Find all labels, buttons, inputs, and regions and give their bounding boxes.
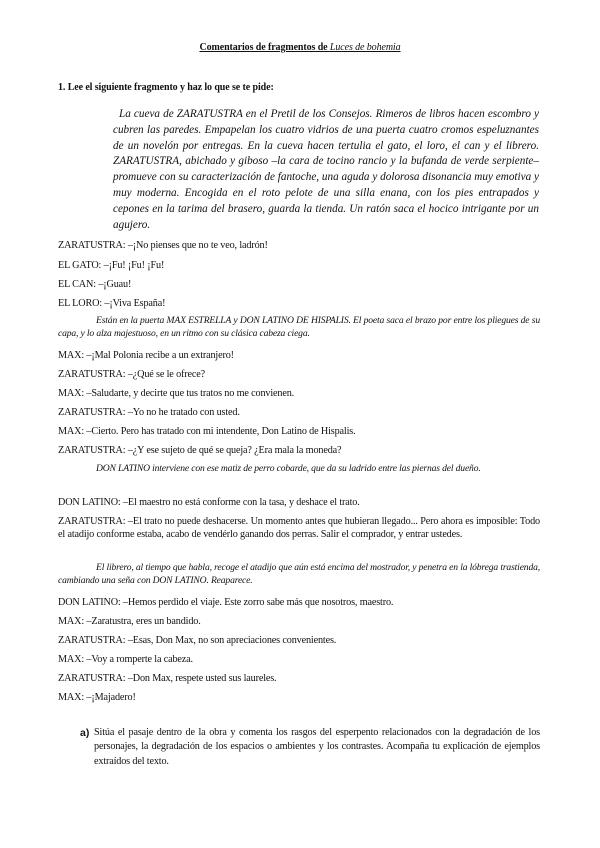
speaker: ZARATUSTRA:: [58, 240, 126, 251]
line-text: –¡No pienses que no te veo, ladrón!: [127, 240, 268, 251]
speaker: ZARATUSTRA:: [58, 407, 126, 418]
line-text: –Voy a romperte la cabeza.: [86, 654, 193, 665]
dialogue-line: [58, 425, 540, 438]
line-text: –Saludarte, y decirte que tus tratos no me convienen.: [86, 388, 295, 399]
dialogue-line: [58, 515, 540, 541]
stage-direction-quote: La cueva de ZARATUSTRA en el Pretil de los Consejos. Rimeros de libros hacen escombro y cubren las paredes. Empapelan los cuatro vidrios de una puerta cuatro cromos espeluznantes de un novelón por entregas. En la cueva hacen tertulia el gato, el loro, el can y el librero. ZARATUSTRA, abichado y giboso –la cara de tocino rancio y la bufanda de verde serpiente– promueve con su caracterización de fantoche, una aguda y dolorosa disonancia muy emotiva y muy moderna. Encogida en el roto pelote de una silla enana, con los pies entrapados y cepones en la tarima del brasero, guarda la tienda. Un ratón saca el hocico intrigante por un agujero.: [113, 108, 539, 231]
line-text: –¡Majadero!: [86, 692, 136, 703]
speaker: ZARATUSTRA:: [58, 635, 126, 646]
dialogue-line: [58, 634, 540, 647]
speaker: MAX:: [58, 692, 85, 703]
dialogue-line: [58, 387, 540, 400]
line-text: –Zaratustra, eres un bandido.: [86, 616, 201, 627]
speaker: EL CAN:: [58, 279, 96, 290]
speaker: MAX:: [58, 426, 85, 437]
document-title: [0, 42, 600, 53]
dialogue-line: [58, 691, 540, 704]
speaker: ZARATUSTRA:: [58, 673, 126, 684]
line-text: –¿Y ese sujeto de qué se queja? ¿Era mala la moneda?: [127, 445, 342, 456]
line-text: –¿Qué se le ofrece?: [127, 369, 205, 380]
title-work: Luces de bohemia: [329, 42, 401, 53]
speaker: ZARATUSTRA:: [58, 516, 126, 527]
dialogue-line: [58, 496, 540, 509]
line-text: –El trato no puede deshacerse. Un momento antes que hubieran llegado... Pero ahora es imposible: Todo el atadijo conforme estaba, acabo de vendérlo ganando dos perras. Salir el comprador, y entrar ustedes.: [58, 516, 540, 540]
line-text: –Esas, Don Max, no son apreciaciones convenientes.: [127, 635, 337, 646]
dialogue-line: [58, 615, 540, 628]
speaker: EL LORO:: [58, 298, 102, 309]
dialogue-line: [58, 653, 540, 666]
dialogue-line: [58, 672, 540, 685]
stage-direction: El librero, al tiempo que habla, recoge el atadijo que aún está encima del mostrador, y penetra en la lóbrega trastienda, cambiando una seña con DON LATINO. Reaparece.: [58, 562, 540, 586]
question-a-text: Sitúa el pasaje dentro de la obra y comenta los rasgos del esperpento relacionados con la degradación de los personajes, la degradación de los espacios o ambientes y los contrastes. Acompaña tu explicación de ejemplos extraídos del texto.: [94, 727, 540, 767]
line-text: –¡Guau!: [98, 279, 132, 290]
question-a: [80, 726, 540, 769]
line-text: –Don Max, respete usted sus laureles.: [127, 673, 277, 684]
speaker: MAX:: [58, 654, 85, 665]
speaker: ZARATUSTRA:: [58, 369, 126, 380]
dialogue-line: [58, 297, 540, 310]
speaker: MAX:: [58, 616, 85, 627]
line-text: –¡Mal Polonia recibe a un extranjero!: [86, 350, 234, 361]
line-text: –¡Viva España!: [104, 298, 166, 309]
dialogue-line: [58, 239, 540, 252]
stage-direction: DON LATINO interviene con ese matiz de perro cobarde, que da su ladrido entre las piernas del dueño.: [96, 463, 481, 474]
speaker: MAX:: [58, 388, 85, 399]
speaker: EL GATO:: [58, 260, 102, 271]
line-text: –El maestro no está conforme con la tasa, y deshace el trato.: [122, 497, 360, 508]
line-text: –Yo no he tratado con usted.: [127, 407, 240, 418]
dialogue-line: [58, 349, 540, 362]
dialogue-line: [58, 444, 540, 457]
dialogue-line: [58, 406, 540, 419]
dialogue-line: [58, 596, 540, 609]
question-a-label: a): [80, 727, 90, 739]
dialogue-line: [58, 368, 540, 381]
speaker: DON LATINO:: [58, 597, 121, 608]
line-text: –Hemos perdido el viaje. Este zorro sabe más que nosotros, maestro.: [122, 597, 394, 608]
stage-direction: Están en la puerta MAX ESTRELLA y DON LATINO DE HISPALIS. El poeta saca el brazo por entre los pliegues de su capa, y lo alza majestuoso, en un ritmo con su clásica cabeza ciega.: [58, 315, 540, 339]
speaker: DON LATINO:: [58, 497, 121, 508]
dialogue-line: [58, 259, 540, 272]
line-text: –¡Fu! ¡Fu! ¡Fu!: [103, 260, 165, 271]
speaker: ZARATUSTRA:: [58, 445, 126, 456]
question-1: 1. Lee el siguiente fragmento y haz lo que se te pide:: [58, 82, 274, 93]
title-prefix: Comentarios de fragmentos de: [199, 42, 328, 53]
speaker: MAX:: [58, 350, 85, 361]
dialogue-line: [58, 278, 540, 291]
line-text: –Cierto. Pero has tratado con mi intendente, Don Latino de Hispalis.: [86, 426, 356, 437]
